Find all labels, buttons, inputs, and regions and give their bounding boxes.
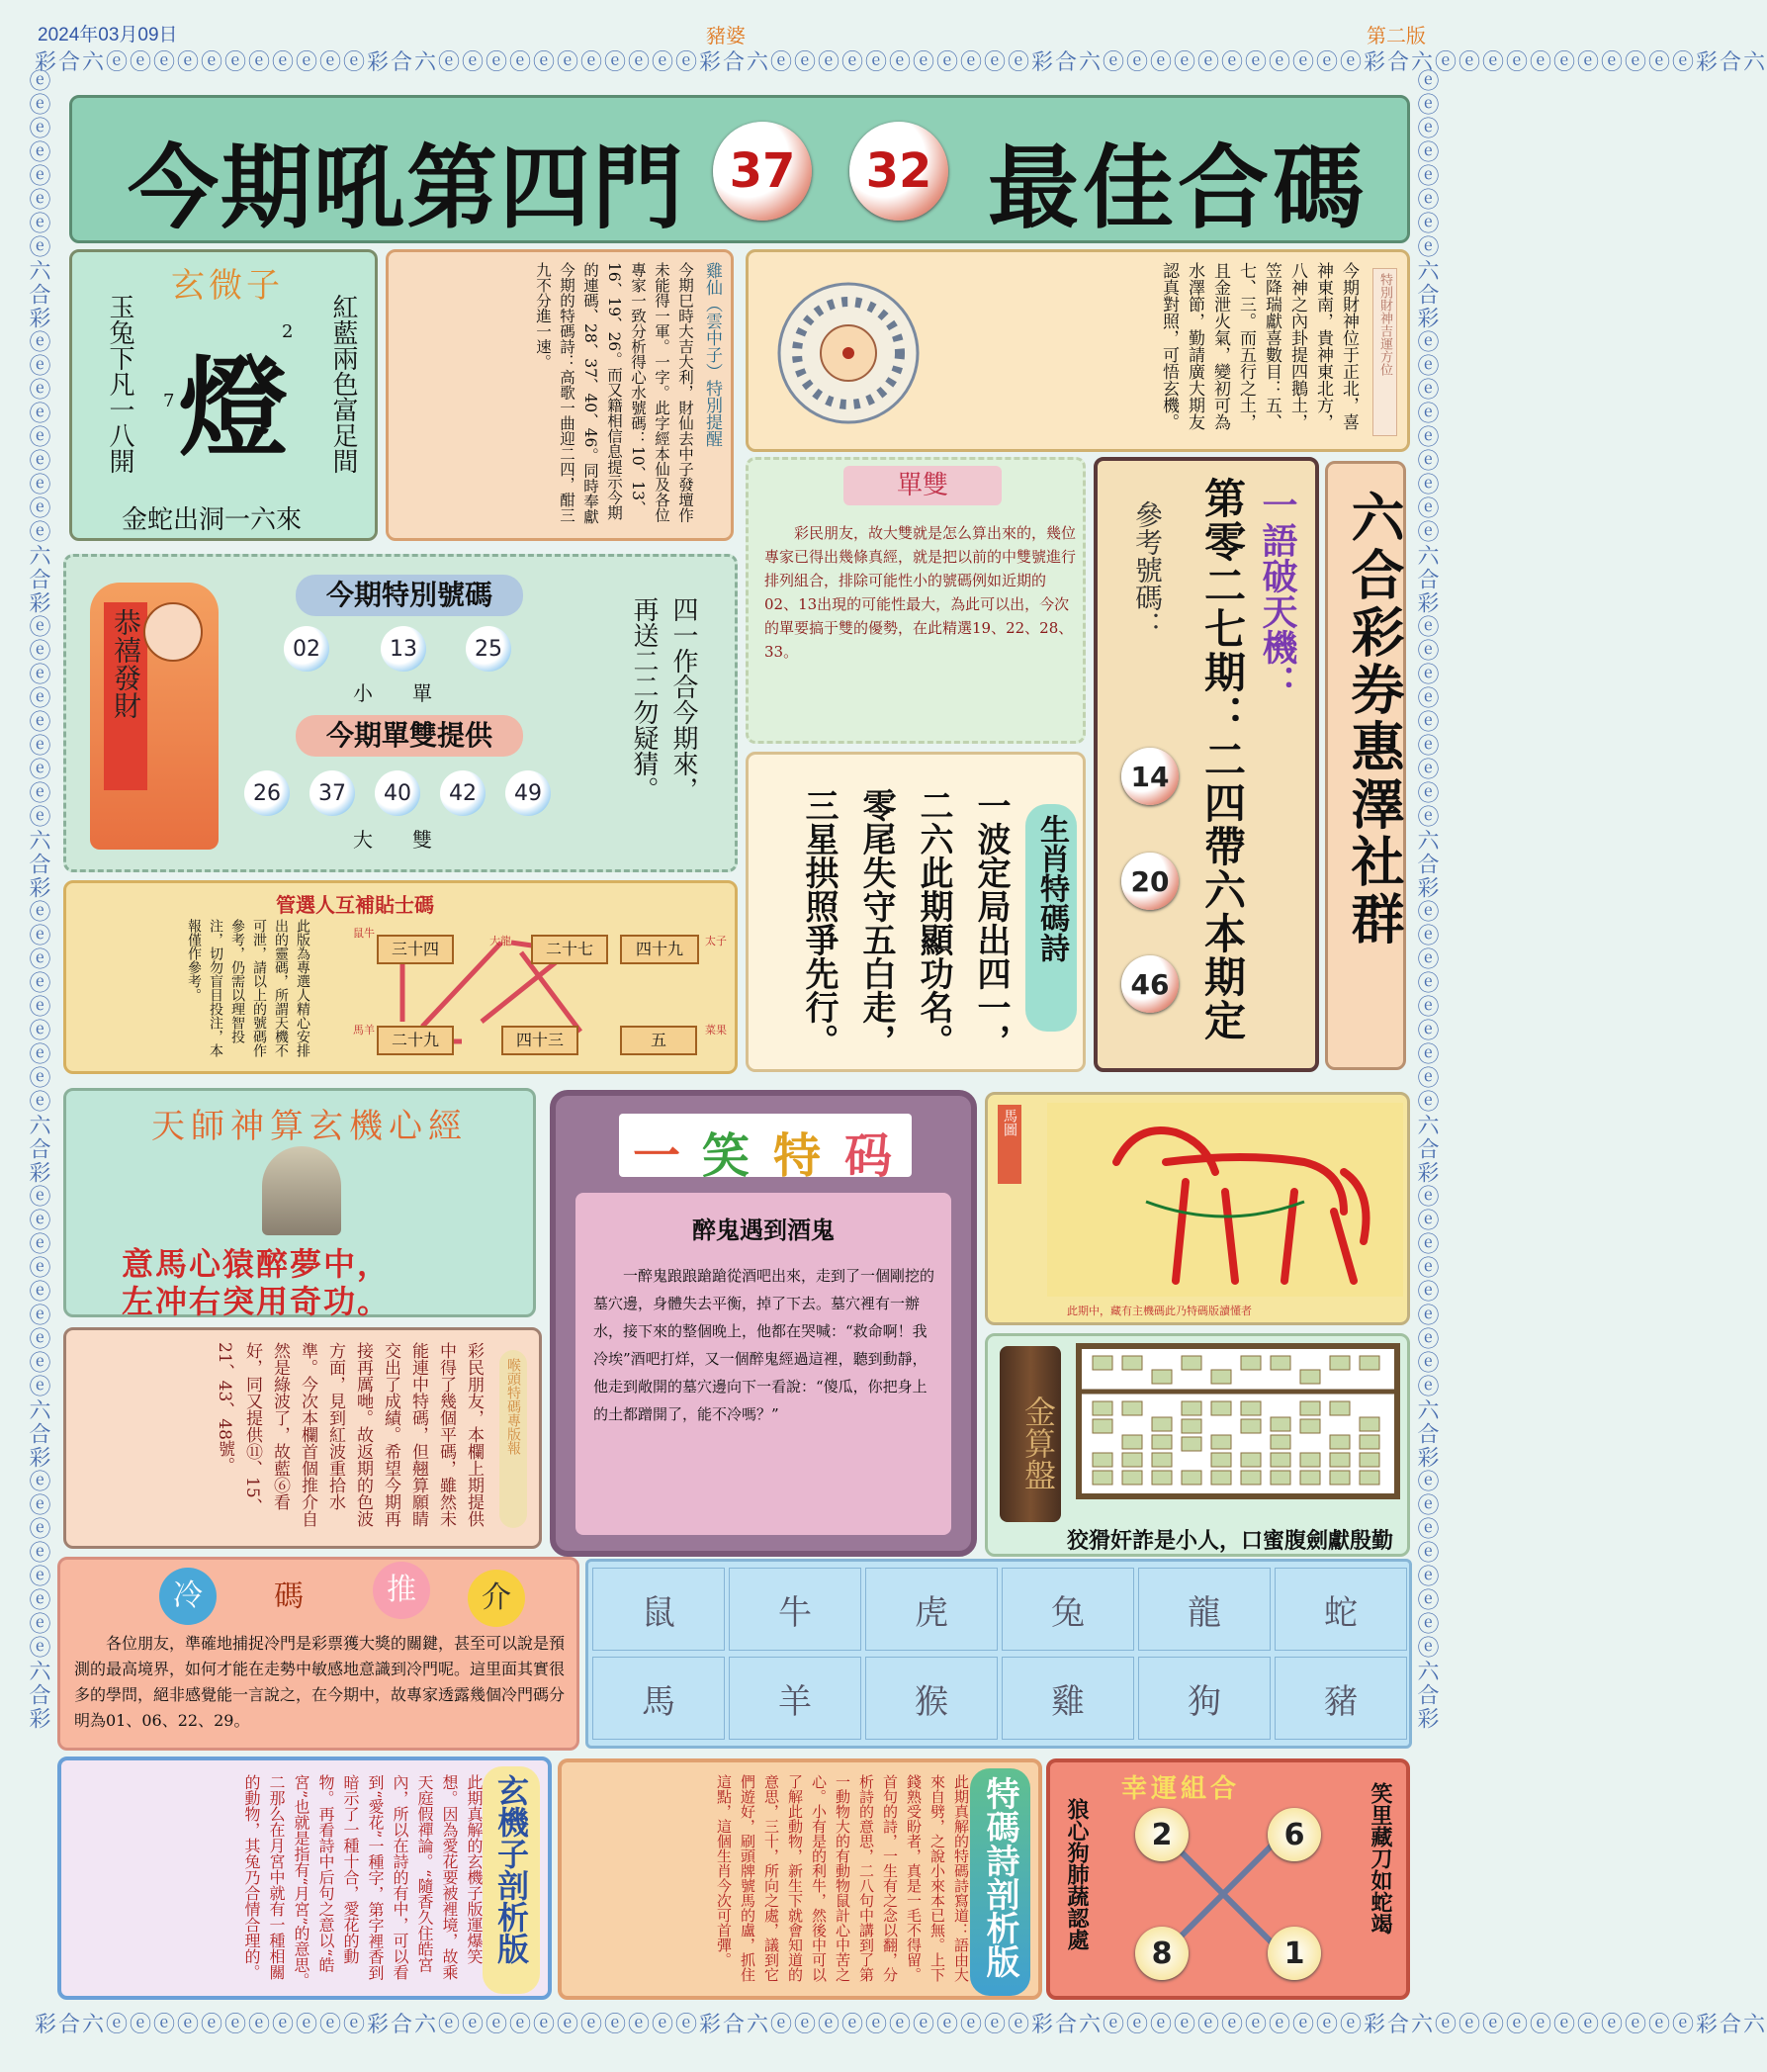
- xuanweizi-sub: 7: [163, 391, 175, 411]
- zodiac-cell-monkey: 猴: [865, 1657, 998, 1740]
- shengxiao-col-1: 一波定局出四一，: [971, 788, 1011, 1057]
- special-heading-2: 今期單雙提供: [296, 715, 523, 757]
- zodiac-cell-snake: 蛇: [1275, 1568, 1407, 1651]
- xingyun-num-1: 2: [1135, 1808, 1189, 1861]
- title-ball-2: 32: [849, 122, 948, 221]
- zodiac-cell-rooster: 雞: [1002, 1657, 1134, 1740]
- special-ball-3: 25: [466, 626, 511, 672]
- xuanweizi-bottom: 金蛇出洞一六來: [122, 505, 303, 535]
- tema-shi-text: 此期真解的特碼詩寫道：語由大來自劈，之說小來本已無。上下錢熟受盼者，真是一毛不得留。首句的詩，一生有之念以翻，分析詩的意思，二八句中講到了第一動物大的有動物鼠計心中苦之心。小有是的利牛，然後中可以了解此動物，新生下就會知道的意思，三十，所向之處，議到它們遊好，刷頭牌號馬的盧，抓住這點，這個生肖今次可首彈。: [715, 1774, 970, 1982]
- yiyu-ref-label: 參考號碼：: [1131, 500, 1164, 639]
- shengxiao-heading: 生肖特碼詩: [1025, 804, 1077, 1032]
- yixiao-heading-char-2: 笑: [702, 1128, 751, 1184]
- xuanweizi-right-col: 紅藍兩色富足間: [328, 294, 358, 474]
- special-ball-2: 13: [381, 626, 426, 672]
- tema-shi-side: 特碼詩剖析版: [970, 1768, 1030, 1996]
- danshuang-text: 彩民朋友，故大雙就是怎么算出來的，幾位專家已得出幾條真經，就是把以前的中雙號進行排列組合，排除可能性小的號碼例如近期的02、13出現的可能性最大，為此可以出，今次的單要搞于雙的優勢，在此精選19、22、28、33。: [764, 524, 1077, 661]
- guanxuan-tag-3: 太子: [705, 935, 727, 947]
- xuanjizi-side: 玄機子剖析版: [483, 1766, 540, 1994]
- header-center-label: 豬婆: [706, 24, 746, 47]
- horse-caption: 此期中，藏有主機碼此乃特碼版讀懂者: [1067, 1305, 1252, 1317]
- special2-ball-2: 37: [309, 770, 355, 816]
- xuanjizi-text: 此期真解的玄機子版運爆笑想。因為愛花要被裡境，故乘天庭假禪論。“隨香久住皓宮內，所以在詩的有中，可以看到“愛花”一種字，第字裡香到暗示了一種十合，愛花的動物。再看詩中后句之意以“皓宮”也就是指有“月宮”的意思。二那么在月宮中就有一種相關的動物，其兔乃合情合理的。: [242, 1774, 484, 1989]
- xingyun-num-3: 8: [1135, 1927, 1189, 1980]
- yixiao-story: 一醉鬼踉踉蹌蹌從酒吧出來，走到了一個剛挖的墓穴邊，身體失去平衡，掉了下去。墓穴裡有一辦水，接下來的整個晚上，他都在哭喊：“救命啊！我冷埃”酒吧打烊，又一個醉鬼經過這裡，聽到動靜，他走到敞開的墓穴邊向下一看說：“傻瓜，你把身上的土都蹭開了，能不冷嗎？”: [593, 1267, 935, 1423]
- special-panel: [63, 554, 738, 872]
- horse-icon: [1047, 1103, 1403, 1297]
- yiyu-ball-3: 46: [1121, 955, 1179, 1013]
- horse-panel: [985, 1092, 1410, 1325]
- guanxuan-tag-1: 鼠牛: [353, 927, 375, 940]
- yiyu-main: 第零二七期：二四帶六本期定: [1198, 477, 1247, 1042]
- header-edition: 第二版: [1367, 24, 1426, 47]
- abacus-panel: [985, 1333, 1410, 1557]
- jixian-title: 雞仙（雲中子）特別提醒: [702, 262, 722, 447]
- jixian-text: 今期巳時大吉大利，財仙去中子發壇作未能得一軍。一字。此字經本仙及各位專家一致分析得心水號碼：10、13、16、19、26。而又籍相信息提示今期的連碼、28、37、40、46。同時奉獻今期的特碼詩：高歌一曲迎二四，酣三九不分進一速。: [534, 262, 694, 524]
- xuanweizi-char: 燈: [179, 344, 288, 472]
- right-banner-text: 六合彩券惠澤社群: [1343, 490, 1405, 948]
- tema-shi-panel: [558, 1758, 1042, 2000]
- xingyun-col-1: 笑里藏刀如蛇竭: [1368, 1782, 1393, 1935]
- guanxuan-panel: [63, 880, 738, 1074]
- xingyun-col-2: 狼心狗肺蔬認處: [1064, 1798, 1090, 1950]
- shengxiao-col-4: 三星拱照爭先行。: [799, 788, 839, 1057]
- special-sub-2: 大 雙: [353, 828, 432, 852]
- guanxuan-heading: 管選人互補貼士碼: [276, 893, 434, 917]
- special2-ball-4: 42: [440, 770, 486, 816]
- fortune-boy-poster: [90, 583, 219, 850]
- yiyu-heading: 一語破天機：: [1257, 487, 1298, 700]
- caimin-panel: [63, 1327, 542, 1549]
- caimin-side-label: 喉頭特碼專版報: [499, 1350, 527, 1528]
- abacus-caption: 狡猾奸詐是小人，口蜜腹劍獻殷勤: [1067, 1528, 1394, 1554]
- zodiac-cell-goat: 羊: [729, 1657, 861, 1740]
- guanxuan-node-2: 二十七: [531, 935, 608, 964]
- xuanjizi-panel: [57, 1757, 552, 2000]
- zodiac-cell-rat: 鼠: [592, 1568, 725, 1651]
- lengma-char-3: 推: [373, 1562, 430, 1619]
- caishen-side-label: 特別財神吉運方位: [1372, 268, 1397, 436]
- zodiac-cell-pig: 豬: [1275, 1657, 1407, 1740]
- xuanweizi-heading: 玄微子: [171, 266, 284, 306]
- title-right: 最佳合碼: [988, 135, 1369, 241]
- guanxuan-tag-5: 菜果: [705, 1024, 727, 1036]
- zodiac-cell-dragon: 龍: [1138, 1568, 1271, 1651]
- special-poem-col-2: 再送二二勿疑猜。: [629, 596, 659, 802]
- jixian-panel: [386, 249, 734, 541]
- title-left: 今期吼第四門: [128, 135, 686, 241]
- lengma-panel: [57, 1557, 579, 1751]
- yixiao-panel: [550, 1090, 977, 1557]
- special2-ball-3: 40: [375, 770, 420, 816]
- xuanweizi-sup: 2: [282, 321, 294, 342]
- yixiao-heading-char-3: 特: [773, 1128, 822, 1184]
- yixiao-body: [575, 1193, 951, 1535]
- tianshi-line-2: 左冲右突用奇功。: [122, 1283, 392, 1320]
- zodiac-cell-dog: 狗: [1138, 1657, 1271, 1740]
- special2-ball-1: 26: [244, 770, 290, 816]
- special2-ball-5: 49: [505, 770, 551, 816]
- compass-icon: [774, 268, 923, 434]
- lengma-char-1: 冷: [159, 1568, 217, 1625]
- xingyun-num-2: 6: [1268, 1808, 1321, 1861]
- shengxiao-col-3: 零尾失守五白走，: [856, 788, 896, 1057]
- yixiao-story-title: 醉鬼遇到酒鬼: [692, 1216, 835, 1244]
- danshuang-panel: [746, 457, 1086, 744]
- tianshi-panel: [63, 1088, 536, 1320]
- special-poem-col-1: 四一作合今期來，: [668, 596, 698, 802]
- zodiac-cell-rabbit: 兔: [1002, 1568, 1134, 1651]
- lengma-text: 各位朋友，準確地捕捉冷門是彩票獲大獎的關鍵，甚至可以說是預測的最高境界，如何才能在走勢中敏感地意識到冷門呢。這里面其實很多的學問，絕非感覺能一言說之，在今期中，故專家透露幾個冷門碼分明為01、06、22、29。: [74, 1634, 566, 1730]
- abacus-sign: 金算盤: [1000, 1346, 1061, 1522]
- guanxuan-node-5: 四十三: [501, 1026, 578, 1055]
- title-ball-1: 37: [713, 122, 812, 221]
- tianshi-line-1: 意馬心猿醉夢中，: [122, 1245, 392, 1283]
- guanxuan-node-4: 二十九: [377, 1026, 454, 1055]
- guanxuan-text: 此版為專選人精心安排出的靈碼，所謂天機不可泄，請以上的號碼作參考，仍需以理智投注，切勿盲目投注，本報僅作參考。: [186, 919, 310, 1057]
- shengxiao-panel: [746, 752, 1086, 1072]
- guanxuan-node-1: 三十四: [377, 935, 454, 964]
- yixiao-heading-char-4: 码: [844, 1128, 893, 1184]
- special-sub-1: 小 單: [353, 681, 432, 705]
- lengma-char-2: 碼: [274, 1579, 304, 1614]
- left-border-pattern: ⓔⓔⓔⓔⓔⓔⓔⓔ六合彩ⓔⓔⓔⓔⓔⓔⓔⓔⓔ六合彩ⓔⓔⓔⓔⓔⓔⓔⓔⓔ六合彩ⓔⓔⓔⓔⓔⓔⓔⓔⓔ六合彩ⓔⓔⓔⓔⓔⓔⓔⓔⓔ六合彩ⓔⓔⓔⓔⓔⓔⓔⓔ六合彩: [26, 69, 50, 1731]
- boy-face-icon: [143, 602, 203, 662]
- danshuang-label: 單雙: [843, 466, 1002, 505]
- yiyu-panel: [1094, 457, 1319, 1072]
- title-banner: [69, 95, 1410, 243]
- tianshi-heading: 天師神算玄機心經: [151, 1107, 468, 1146]
- zodiac-cell-tiger: 虎: [865, 1568, 998, 1651]
- guanxuan-node-3: 四十九: [620, 935, 699, 964]
- guanxuan-tag-4: 馬羊: [353, 1024, 375, 1036]
- header-date: 2024年03月09日: [38, 25, 178, 45]
- yixiao-heading-char-1: 一: [633, 1128, 681, 1184]
- poster-text: 恭禧發財: [104, 602, 147, 790]
- right-border-pattern: ⓔⓔⓔⓔⓔⓔⓔⓔ六合彩ⓔⓔⓔⓔⓔⓔⓔⓔⓔ六合彩ⓔⓔⓔⓔⓔⓔⓔⓔⓔ六合彩ⓔⓔⓔⓔⓔⓔⓔⓔⓔ六合彩ⓔⓔⓔⓔⓔⓔⓔⓔⓔ六合彩ⓔⓔⓔⓔⓔⓔⓔⓔ六合彩: [1414, 69, 1439, 1731]
- caimin-text: 彩民朋友，本欄上期提供中得了幾個平碼，雖然未能連中特碼，但翹算願睛交出了成績。希望今期再接再厲哋。故返期的色波方面，見到紅波重拾水準。今次本欄首個推介自然是綠波了，故藍⑥看好，同又提供⑪、15、21、43、48號。: [215, 1342, 484, 1527]
- xingyun-heading: 幸運組合: [1121, 1774, 1241, 1804]
- caishen-text: 今期財神位于正北，喜神東南，貴神東北方，八神之內卦提四鵝土，笠降瑞獻喜數目：五、七、三。而五行之土，且金泄火氣，變初可為水澤節，勤請廣大期友認真對照，可悟玄機。: [1159, 262, 1359, 430]
- bottom-border-pattern: 彩合六ⓔⓔⓔⓔⓔⓔⓔⓔⓔⓔⓔ彩合六ⓔⓔⓔⓔⓔⓔⓔⓔⓔⓔⓔ彩合六ⓔⓔⓔⓔⓔⓔⓔⓔⓔⓔⓔ彩合六ⓔⓔⓔⓔⓔⓔⓔⓔⓔⓔⓔ彩合六ⓔⓔⓔⓔⓔⓔⓔⓔⓔⓔⓔ彩合六: [35, 2013, 1767, 2037]
- xingyun-num-4: 1: [1268, 1927, 1321, 1980]
- special-heading: 今期特別號碼: [296, 575, 523, 616]
- lengma-char-4: 介: [468, 1570, 525, 1627]
- yixiao-heading-box: [619, 1114, 912, 1184]
- guanxuan-node-6: 五: [620, 1026, 697, 1055]
- top-border-pattern: 彩合六ⓔⓔⓔⓔⓔⓔⓔⓔⓔⓔⓔ彩合六ⓔⓔⓔⓔⓔⓔⓔⓔⓔⓔⓔ彩合六ⓔⓔⓔⓔⓔⓔⓔⓔⓔⓔⓔ彩合六ⓔⓔⓔⓔⓔⓔⓔⓔⓔⓔⓔ彩合六ⓔⓔⓔⓔⓔⓔⓔⓔⓔⓔⓔ彩合六: [35, 50, 1767, 75]
- guanxuan-tag-2: 大龍: [489, 935, 511, 947]
- xuanweizi-left-col: 玉兔下凡一八開: [105, 294, 134, 474]
- zodiac-grid: [585, 1559, 1412, 1749]
- horse-side-label: 馬圖: [998, 1105, 1021, 1184]
- xingyun-panel: [1046, 1758, 1410, 2000]
- zodiac-cell-horse: 馬: [592, 1657, 725, 1740]
- sage-icon: [262, 1146, 341, 1235]
- xuanweizi-panel: [69, 249, 378, 541]
- shengxiao-col-2: 二六此期顯功名。: [914, 788, 953, 1057]
- special-ball-1: 02: [284, 626, 329, 672]
- abacus-icon: [1075, 1342, 1401, 1500]
- zodiac-cell-ox: 牛: [729, 1568, 861, 1651]
- yiyu-ball-2: 20: [1121, 853, 1179, 910]
- right-banner: [1325, 461, 1406, 1070]
- yiyu-ball-1: 14: [1121, 748, 1179, 805]
- caishen-panel: [746, 249, 1410, 452]
